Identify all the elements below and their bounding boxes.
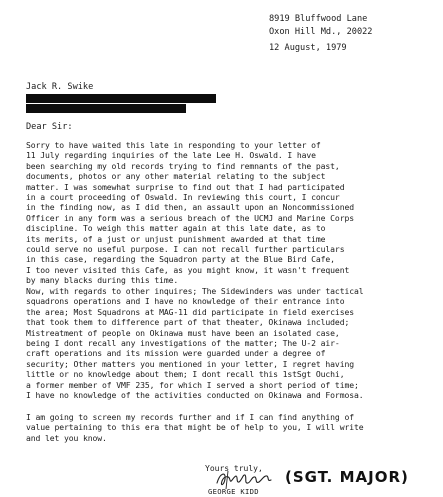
paragraph-line: 11 July regarding inquiries of the late Lee H. Oswald. I have <box>26 150 316 161</box>
sender-address <box>269 13 372 38</box>
paragraph-line: that took them to difference part of that theater, Okinawa included; <box>26 317 350 328</box>
paragraph-line: being I dont recall any investigations of the matter; The U-2 air- <box>26 338 340 349</box>
paragraph-line: Now, with regards to other inquires; The Sidewinders was under tactical <box>26 286 364 296</box>
paragraph-line: Officer in any form was a serious breach of the UCMJ and Marine Corps <box>26 212 354 223</box>
paragraph-line: in this case, regarding the Squadron party at the Blue Bird Cafe, <box>26 254 335 265</box>
redaction-bar-2 <box>26 104 186 113</box>
paragraph-line: could serve no useful purpose. I can not recall further particulars <box>26 244 345 255</box>
closing: Yours truly, <box>205 464 263 473</box>
salutation: Dear Sir: <box>26 122 73 132</box>
paragraph-line: I too never visited this Cafe, as you might know, it wasn't frequent <box>26 264 350 275</box>
signer-name: GEORGE KIDD <box>208 487 259 496</box>
paragraph-line: its merits, of a just or unjust punishment awarded at that time <box>26 233 326 244</box>
paragraph-line: the area; Most Squadrons at MAG-11 did participate in field exercises <box>26 306 354 317</box>
paragraph-line: been searching my old records trying to find remnants of the past, <box>26 160 340 171</box>
paragraph-line: security; Other matters you mentioned in your letter, I regret having <box>26 358 354 369</box>
paragraph-line: and let you know. <box>26 432 107 443</box>
redaction-bar-1 <box>26 94 216 103</box>
paragraph-line: a former member of VMF 235, for which I served a short period of time; <box>26 379 359 390</box>
recipient-name: Jack R. Swike <box>26 82 94 92</box>
paragraph-line: value pertaining to this era that might be of help to you, I will write <box>26 422 364 433</box>
paragraph-line: squadrons operations and I have no knowledge of their entrance into <box>26 296 345 307</box>
paragraph-line: in the finding now, as I did then, an assault upon an Noncommissioned <box>26 202 354 213</box>
paragraph-line: matter. I was somewhat surprise to find out that I had participated <box>26 181 345 192</box>
paragraph-line: Mistreatment of people on Okinawa must have been an isolated case, <box>26 327 340 338</box>
paragraph-line: in a court proceeding of Oswald. In reviewing this court, I concur <box>26 192 340 203</box>
paragraph-line: I have no knowledge of the activities conducted on Okinawa and Formosa. <box>26 390 364 401</box>
paragraph-line: I am going to screen my records further and if I can find anything of <box>26 412 354 422</box>
paragraph-line: documents, photos or any other material relating to the subject <box>26 171 326 182</box>
paragraph-1 <box>26 140 438 286</box>
paragraph-line: craft operations and its mission were guarded under a degree of <box>26 348 326 359</box>
sender-address-line2: Oxon Hill Md., 20022 <box>269 26 373 37</box>
paragraph-2 <box>26 286 438 400</box>
paragraph-3 <box>26 412 438 443</box>
paragraph-line: by many blacks during this time. <box>26 275 179 286</box>
paragraph-line: discipline. To weigh this matter again at this late date, as to <box>26 223 326 234</box>
letter-date: 12 August, 1979 <box>269 43 347 53</box>
sender-address-line1: 8919 Bluffwood Lane <box>269 14 368 24</box>
paragraph-line: Sorry to have waited this late in responding to your letter of <box>26 140 321 150</box>
paragraph-line: little or no knowledge about them; I dont recall this 1stSgt Ouchi, <box>26 369 345 380</box>
handwritten-rank-note: (SGT. MAJOR) <box>285 468 409 486</box>
